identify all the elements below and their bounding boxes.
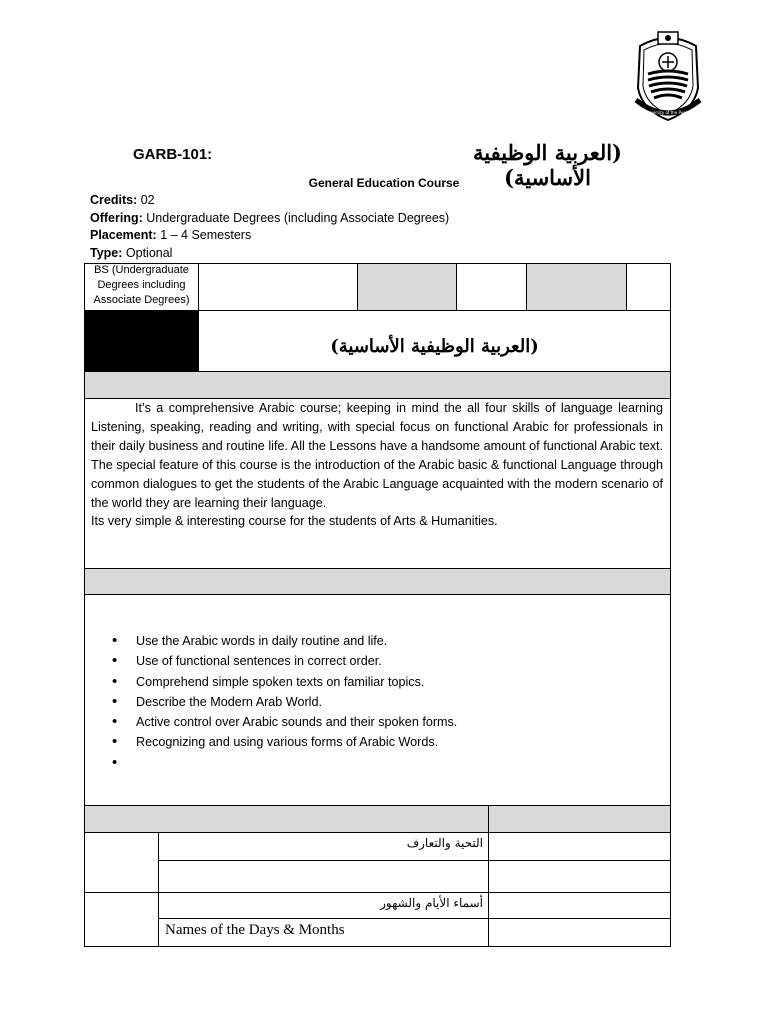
contents-row-4-text: Names of the Days & Months — [165, 922, 345, 938]
contents-row-1-text: التحية والتعارف — [406, 836, 483, 850]
table-cell-gray — [526, 263, 627, 311]
university-logo — [632, 28, 704, 122]
type-line — [90, 246, 172, 260]
black-cell — [84, 310, 199, 372]
table-arabic-title: (العربية الوظيفية الأساسية) — [330, 336, 539, 357]
description-paragraph: It’s a comprehensive Arabic course; keeping in mind the all four skills of language learning Listening, speaking, reading and writing, with special focus on functional Arabic for professionals in their daily business and routine life. All the Lessons have a handsome amount of functional Arabic text. The special feature of this course is the introduction of the Arabic basic & functional Language through common dialogues to get the students of the Arabic Language acquainted with the modern scenario of the world they are learning their language. — [91, 401, 663, 510]
section-header-contents — [84, 805, 489, 833]
objectives-list — [112, 631, 457, 773]
week-cell — [84, 892, 159, 947]
program-cell-text: BS (Undergraduate Degrees including Associate Degrees) — [93, 264, 190, 306]
list-item: • Describe the Modern Arab World. — [112, 692, 457, 712]
table-cell — [488, 832, 671, 861]
table-cell-gray — [357, 263, 457, 311]
week-cell — [84, 832, 159, 893]
credits-line — [90, 193, 155, 207]
placement-line — [90, 228, 251, 242]
arabic-course-title: (العربية الوظيفية الأساسية) — [473, 140, 622, 190]
list-item: • Active control over Arabic sounds and their spoken forms. — [112, 712, 457, 732]
list-item: • Use the Arabic words in daily routine and life. — [112, 631, 457, 651]
list-item: • Recognizing and using various forms of Arabic Words. — [112, 732, 457, 752]
offering-line — [90, 211, 449, 225]
placement-value: 1 – 4 Semesters — [160, 228, 252, 242]
credits-label: Credits: — [90, 193, 138, 207]
list-item: • Comprehend simple spoken texts on familiar topics. — [112, 672, 457, 692]
table-cell — [488, 918, 671, 947]
contents-row-3-text: أسماء الأيام والشهور — [380, 896, 483, 910]
table-cell — [488, 860, 671, 893]
credits-value: 02 — [140, 193, 155, 207]
course-code: GARB-101: — [133, 146, 213, 163]
table-cell — [198, 263, 358, 311]
offering-value: Undergraduate Degrees (including Associate Degrees) — [146, 211, 450, 225]
table-cell — [626, 263, 671, 311]
type-label: Type: — [90, 246, 123, 260]
section-header-objectives — [84, 568, 671, 595]
description-paragraph: Its very simple & interesting course for the students of Arts & Humanities. — [91, 514, 498, 529]
list-item: • Use of functional sentences in correct order. — [112, 651, 457, 671]
table-row — [158, 860, 489, 893]
list-item — [112, 753, 457, 773]
offering-label: Offering: — [90, 211, 143, 225]
table-cell — [456, 263, 527, 311]
section-header-contents-right — [488, 805, 671, 833]
course-type-heading: General Education Course — [308, 176, 460, 190]
logo-text: University of the Punjab — [644, 110, 692, 115]
placement-label: Placement: — [90, 228, 157, 242]
section-header-description — [84, 371, 671, 399]
course-description — [91, 399, 663, 531]
type-value: Optional — [125, 246, 173, 260]
table-cell — [488, 892, 671, 919]
